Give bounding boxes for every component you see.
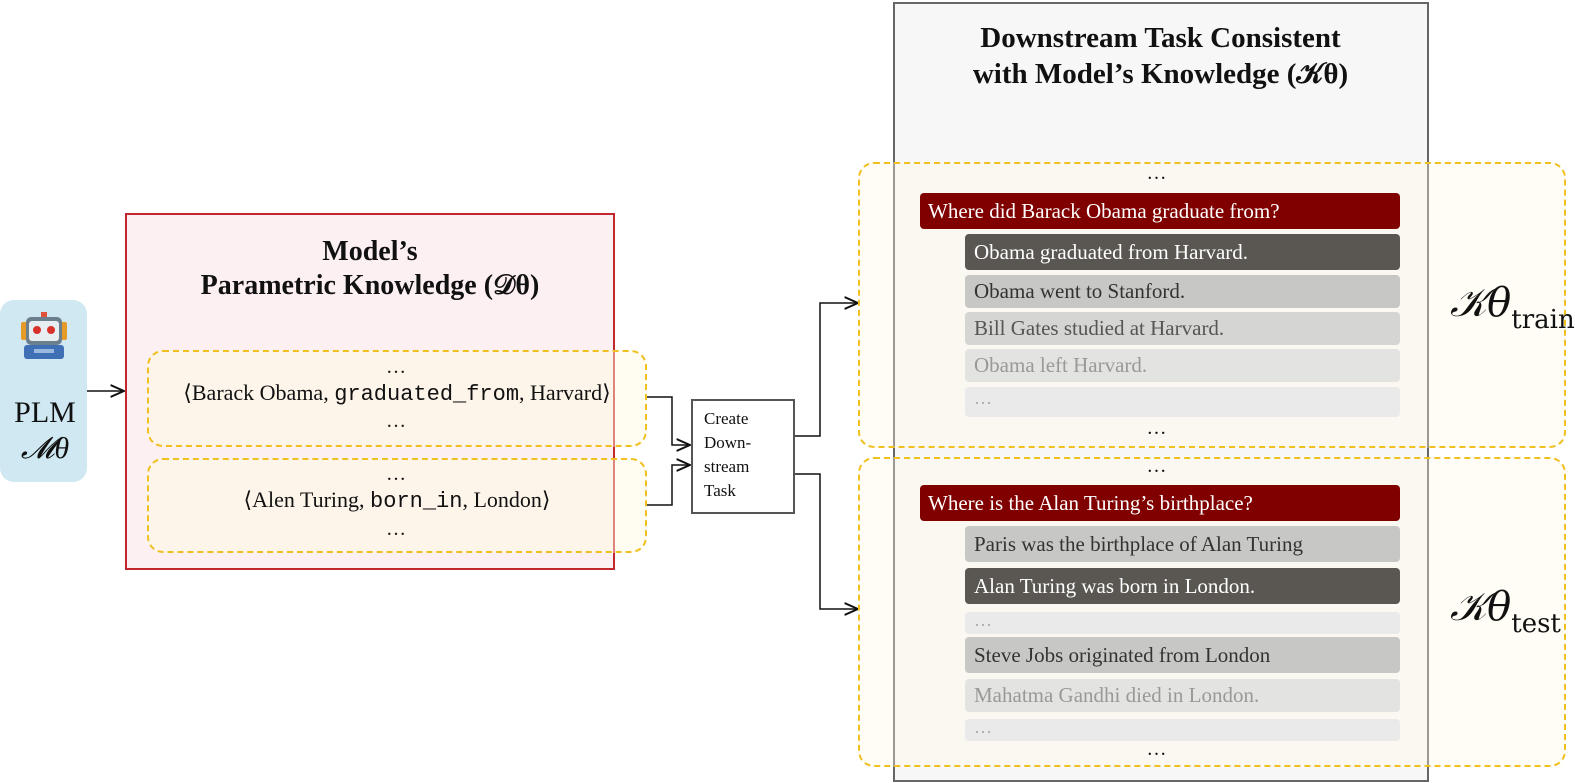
- test-answer: Mahatma Gandhi died in London.: [965, 679, 1400, 712]
- k-test-symbol: 𝒦θ: [1450, 584, 1512, 630]
- triple-1: ⟨Barack Obama, graduated_from, Harvard⟩: [183, 380, 611, 407]
- ellipsis: …: [386, 410, 408, 432]
- test-answer: Paris was the birthplace of Alan Turing: [965, 526, 1400, 562]
- train-question: Where did Barack Obama graduate from?: [920, 193, 1400, 229]
- test-question: Where is the Alan Turing’s birthplace?: [920, 485, 1400, 521]
- triple-2-subject: Alen Turing,: [252, 487, 365, 512]
- k-test-label: [1450, 584, 1561, 639]
- triple-2-object: London: [473, 487, 542, 512]
- train-answer: Obama left Harvard.: [965, 349, 1400, 382]
- test-answer-ellipsis: …: [965, 612, 1400, 634]
- downstream-title-line1: Downstream Task Consistent: [980, 22, 1341, 54]
- create-task-line: Create: [704, 409, 749, 428]
- triple-1-object: Harvard: [530, 380, 603, 405]
- arrow-triple2-to-task: [645, 465, 690, 505]
- ellipsis: …: [386, 518, 408, 540]
- create-task-line: stream: [704, 457, 750, 476]
- arrow-triple1-to-task: [645, 397, 690, 445]
- test-answer: Alan Turing was born in London.: [965, 568, 1400, 604]
- test-answer: Steve Jobs originated from London: [965, 637, 1400, 673]
- arrow-task-to-test: [792, 474, 858, 609]
- train-answer: Obama graduated from Harvard.: [965, 234, 1400, 270]
- triple-2: ⟨Alen Turing, born_in, London⟩: [243, 487, 551, 514]
- triple-1-relation: graduated_from: [334, 382, 520, 407]
- robot-icon: [18, 312, 70, 360]
- ellipsis: …: [1146, 162, 1169, 184]
- triple-2-relation: born_in: [370, 489, 463, 514]
- train-answer: Obama went to Stanford.: [965, 275, 1400, 308]
- arrow-task-to-train: [792, 303, 858, 436]
- parametric-title-line2: Parametric Knowledge (𝒟θ): [200, 270, 540, 301]
- k-train-label: [1450, 280, 1575, 335]
- ellipsis: …: [386, 463, 408, 485]
- ellipsis: …: [1146, 455, 1169, 477]
- plm-label: PLM: [14, 396, 76, 429]
- create-task-line: Down-: [704, 433, 752, 452]
- train-answer-ellipsis: …: [965, 387, 1400, 417]
- ellipsis: …: [1146, 738, 1169, 760]
- plm-symbol: 𝓜θ: [20, 432, 70, 465]
- train-answer: Bill Gates studied at Harvard.: [965, 312, 1400, 345]
- ellipsis: …: [386, 356, 408, 378]
- create-task-line: Task: [704, 481, 736, 500]
- downstream-title-line2: with Model’s Knowledge (𝒦θ): [972, 58, 1349, 90]
- k-test-subscript: test: [1511, 609, 1561, 639]
- k-train-subscript: train: [1511, 305, 1575, 335]
- parametric-title-line1: Model’s: [322, 236, 418, 267]
- k-train-symbol: 𝒦θ: [1450, 280, 1512, 326]
- ellipsis: …: [1146, 417, 1169, 439]
- triple-1-subject: Barack Obama,: [191, 380, 329, 405]
- test-answer-ellipsis: …: [965, 719, 1400, 741]
